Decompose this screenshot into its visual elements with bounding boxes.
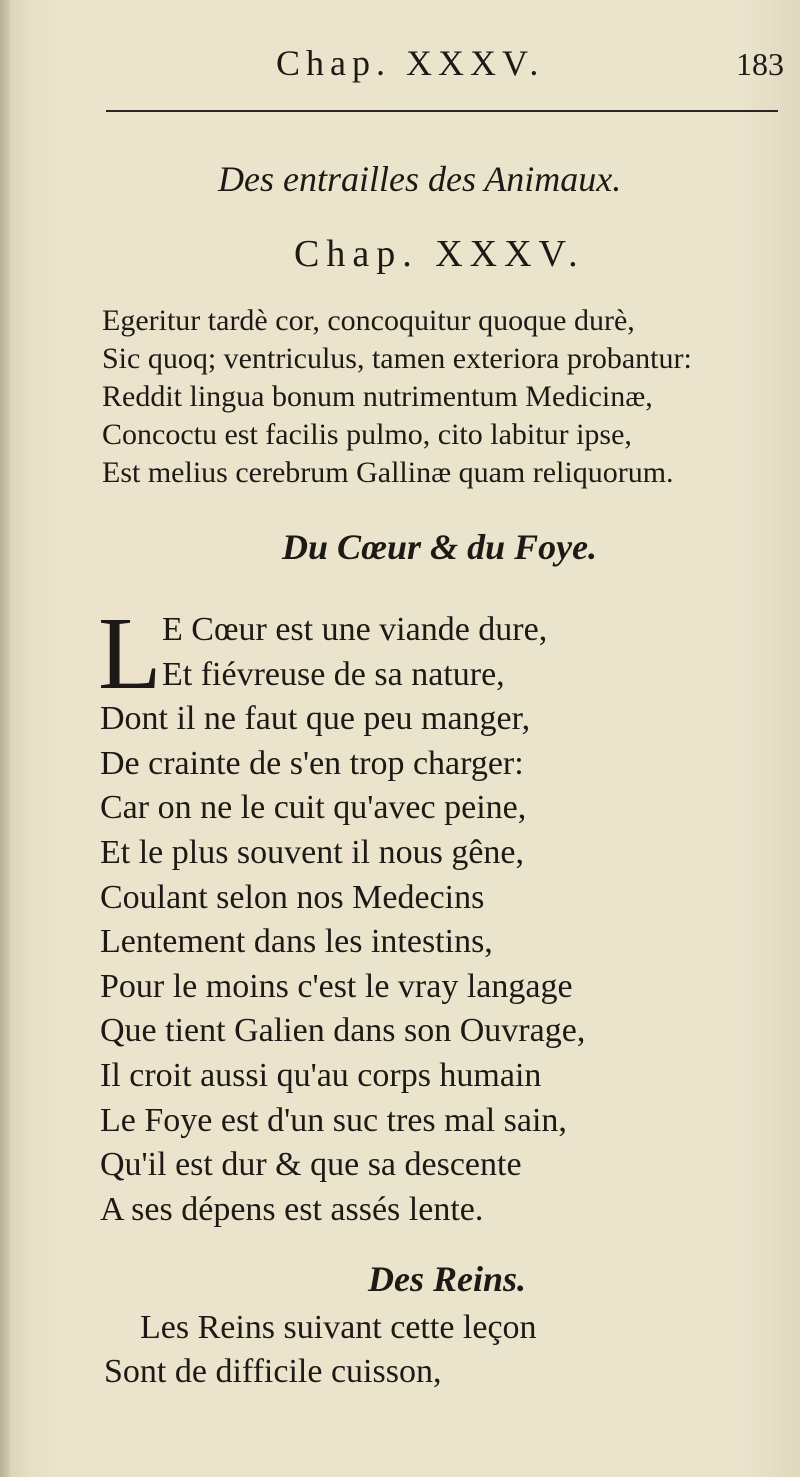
poem-line: Dont il ne faut que peu manger, — [100, 700, 531, 738]
poem-line: De crainte de s'en trop charger: — [100, 744, 524, 782]
header-rule — [106, 110, 778, 112]
poem-line: Le Foye est d'un suc tres mal sain, — [100, 1101, 567, 1139]
poem-line: Lentement dans les intestins, — [100, 923, 493, 961]
latin-verse — [102, 302, 792, 492]
heart-liver-heading: Du Cœur & du Foye. — [282, 527, 598, 567]
poem-line: Et le plus souvent il nous gêne, — [100, 833, 525, 871]
chapter-title: Chap. XXXV. — [294, 233, 585, 275]
poem-line: Car on ne le cuit qu'avec peine, — [100, 789, 527, 827]
drop-cap: L — [98, 596, 162, 711]
running-head: Chap. XXXV. — [276, 43, 545, 83]
heart-liver-poem — [98, 596, 780, 1232]
section-title: Des entrailles des Animaux. — [218, 159, 622, 199]
verse-line: Est melius cerebrum Gallinæ quam reliquorum. — [102, 456, 674, 489]
poem-line: Sont de difficile cuisson, — [104, 1353, 442, 1390]
verse-line: Sic quoq; ventriculus, tamen exteriora probantur: — [102, 342, 692, 375]
page-number: 183 — [736, 46, 784, 82]
verse-line: Reddit lingua bonum nutrimentum Medicinæ, — [102, 380, 653, 413]
kidneys-heading: Des Reins. — [368, 1259, 527, 1299]
poem-line: Pour le moins c'est le vray langage — [100, 967, 573, 1005]
page-gutter-shadow — [0, 0, 10, 1477]
poem-line: Coulant selon nos Medecins — [100, 878, 485, 916]
poem-line: Les Reins suivant cette leçon — [140, 1309, 537, 1346]
poem-line: A ses dépens est assés lente. — [100, 1190, 484, 1228]
poem-line: E Cœur est une viande dure, — [162, 611, 548, 648]
poem-line: Que tient Galien dans son Ouvrage, — [100, 1012, 586, 1050]
verse-line: Concoctu est facilis pulmo, cito labitur ipse, — [102, 418, 632, 451]
poem-line: Et fiévreuse de sa nature, — [162, 655, 505, 693]
poem-line: Il croit aussi qu'au corps humain — [100, 1056, 542, 1094]
poem-line: Qu'il est dur & que sa descente — [100, 1146, 522, 1184]
verse-line: Egeritur tardè cor, concoquitur quoque durè, — [102, 304, 635, 337]
kidneys-verse — [104, 1306, 704, 1394]
